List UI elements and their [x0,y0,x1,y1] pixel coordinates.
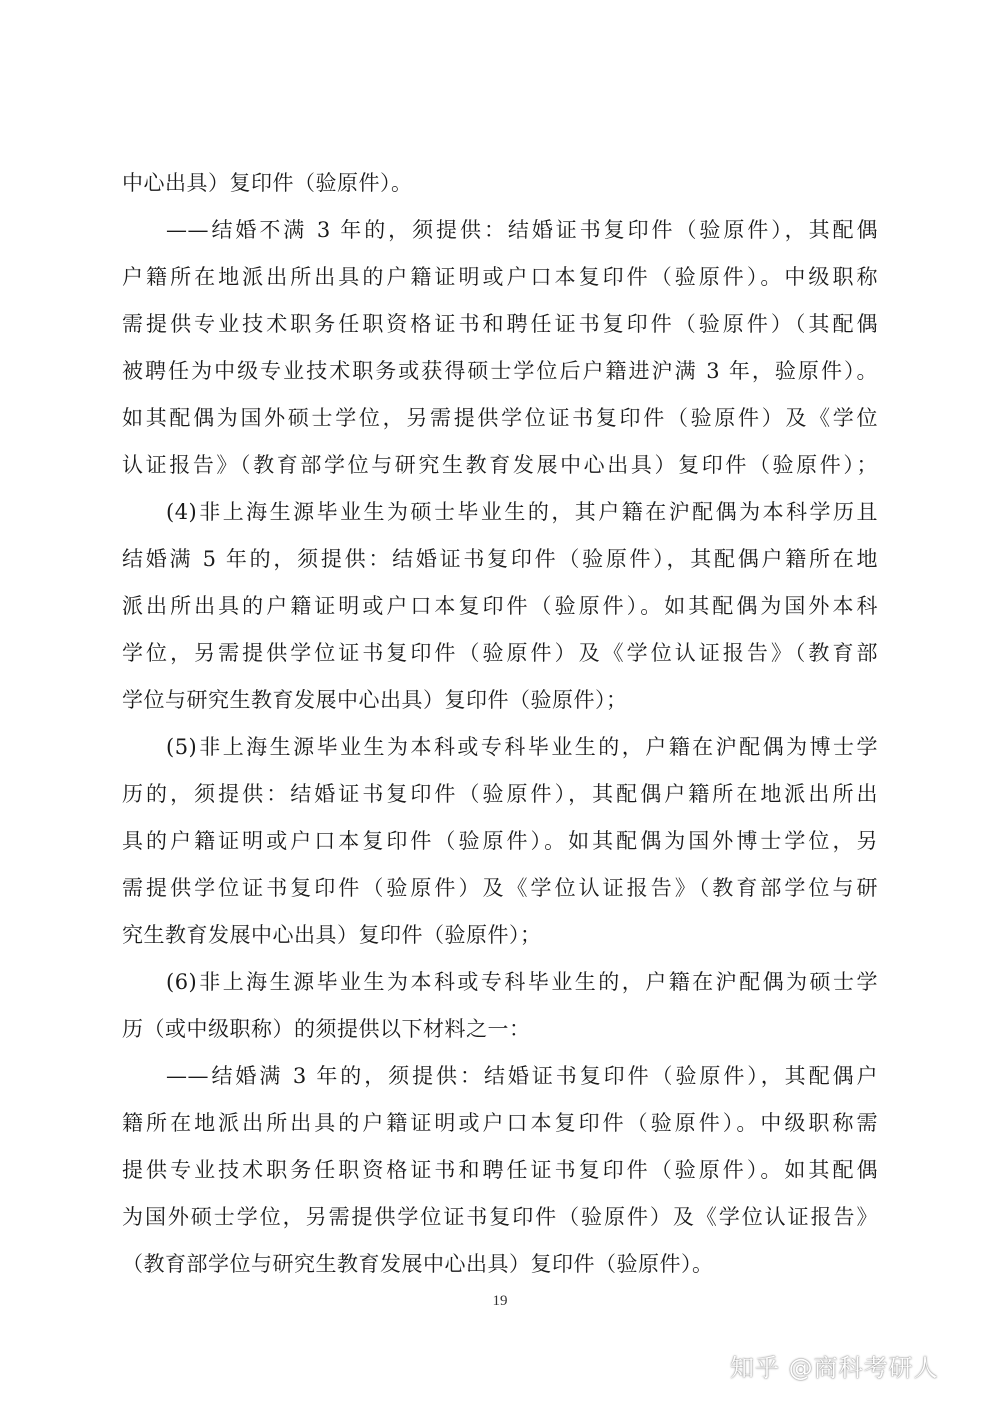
text-line: 中心出具）复印件（验原件）。 [122,171,413,195]
text-line: (5)非上海生源毕业生为本科或专科毕业生的，户籍在沪配偶为博士学 [166,735,878,759]
text-line: 提供专业技术职务任职资格证书和聘任证书复印件（验原件）。如其配偶 [122,1158,878,1182]
text-line: 认证报告》（教育部学位与研究生教育发展中心出具）复印件（验原件）； [122,453,878,477]
document-body [122,160,878,1288]
text-line: 历（或中级职称）的须提供以下材料之一： [122,1017,531,1041]
text-line: 历的，须提供：结婚证书复印件（验原件），其配偶户籍所在地派出所出 [122,782,878,806]
text-line: 学位与研究生教育发展中心出具）复印件（验原件）； [122,688,628,712]
text-line: ——结婚不满 3 年的，须提供：结婚证书复印件（验原件），其配偶 [166,218,878,242]
text-line: 被聘任为中级专业技术职务或获得硕士学位后户籍进沪满 3 年，验原件）。 [122,359,878,383]
text-line: ——结婚满 3 年的，须提供：结婚证书复印件（验原件），其配偶户 [166,1064,878,1088]
text-line: 籍所在地派出所出具的户籍证明或户口本复印件（验原件）。中级职称需 [122,1111,878,1135]
watermark-text: 知乎 @商科考研人 [730,1354,939,1382]
text-line: (6)非上海生源毕业生为本科或专科毕业生的，户籍在沪配偶为硕士学 [166,970,878,994]
text-line: 具的户籍证明或户口本复印件（验原件）。如其配偶为国外博士学位，另 [122,829,878,853]
text-line: 需提供专业技术职务任职资格证书和聘任证书复印件（验原件）（其配偶 [122,312,878,336]
page-number: 19 [492,1293,508,1309]
text-line: 学位，另需提供学位证书复印件（验原件）及《学位认证报告》（教育部 [122,641,878,665]
text-line: 户籍所在地派出所出具的户籍证明或户口本复印件（验原件）。中级职称 [122,265,878,289]
text-line: 究生教育发展中心出具）复印件（验原件）； [122,923,542,947]
text-line: 如其配偶为国外硕士学位，另需提供学位证书复印件（验原件）及《学位 [122,406,878,430]
text-line: 需提供学位证书复印件（验原件）及《学位认证报告》（教育部学位与研 [122,876,878,900]
text-line: 派出所出具的户籍证明或户口本复印件（验原件）。如其配偶为国外本科 [122,594,878,618]
text-line: 为国外硕士学位，另需提供学位证书复印件（验原件）及《学位认证报告》 [122,1205,878,1229]
text-line: 结婚满 5 年的，须提供：结婚证书复印件（验原件），其配偶户籍所在地 [122,547,878,571]
text-line: (4)非上海生源毕业生为硕士毕业生的，其户籍在沪配偶为本科学历且 [166,500,878,524]
text-line: （教育部学位与研究生教育发展中心出具）复印件（验原件）。 [122,1252,714,1276]
